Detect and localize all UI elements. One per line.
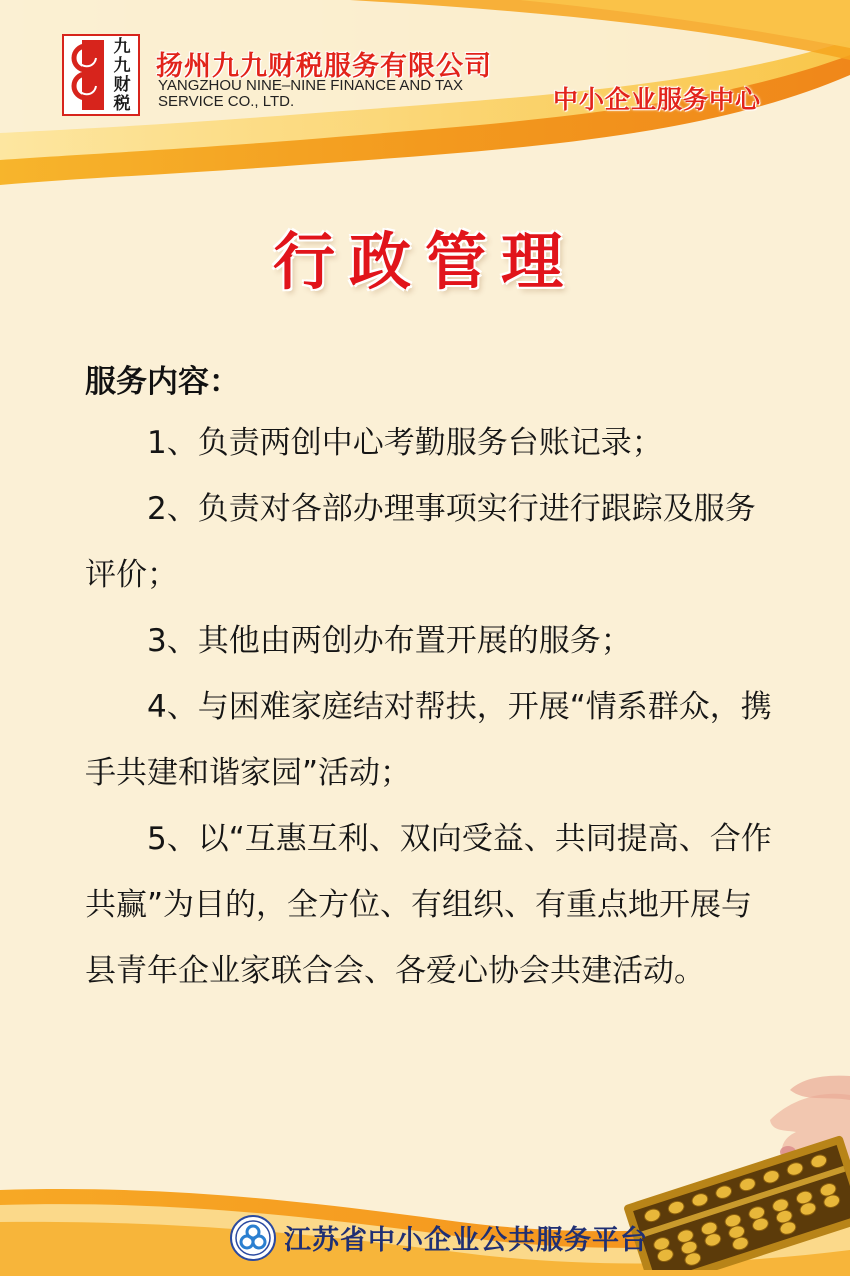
- service-item: 3、其他由两创办布置开展的服务；: [147, 623, 632, 659]
- logo-char: 九: [113, 56, 131, 76]
- logo-char: 税: [113, 94, 131, 114]
- service-item: 4、与困难家庭结对帮扶，开展“情系群众，携手共建和谐家园”活动；: [85, 689, 772, 791]
- page-title: 行政管理: [272, 225, 577, 298]
- logo-characters: [109, 38, 135, 114]
- platform-name: 江苏省中小企业公共服务平台: [284, 1225, 648, 1256]
- platform-emblem-icon: [230, 1215, 276, 1261]
- company-name-en: YANGZHOU NINE–NINE FINANCE AND TAX SERVICE CO., LTD.: [158, 77, 464, 110]
- company-logo: [62, 34, 140, 116]
- service-item: 2、负责对各部办理事项实行进行跟踪及服务评价；: [85, 491, 756, 593]
- abacus-image: [620, 1060, 850, 1270]
- service-item: 1、负责两创中心考勤服务台账记录；: [147, 425, 663, 461]
- company-name-cn: 扬州九九财税服务有限公司: [156, 51, 492, 82]
- service-content: [85, 410, 775, 1004]
- logo-char: 财: [113, 75, 131, 95]
- section-label: 服务内容：: [85, 364, 240, 400]
- center-label: 中小企业服务中心: [553, 85, 762, 114]
- logo-char: 九: [113, 37, 131, 57]
- service-item: 5、以“互惠互利、双向受益、共同提高、合作共赢”为目的，全方位、有组织、有重点地开展与县青年企业家联合会、各爱心协会共建活动。: [85, 821, 772, 989]
